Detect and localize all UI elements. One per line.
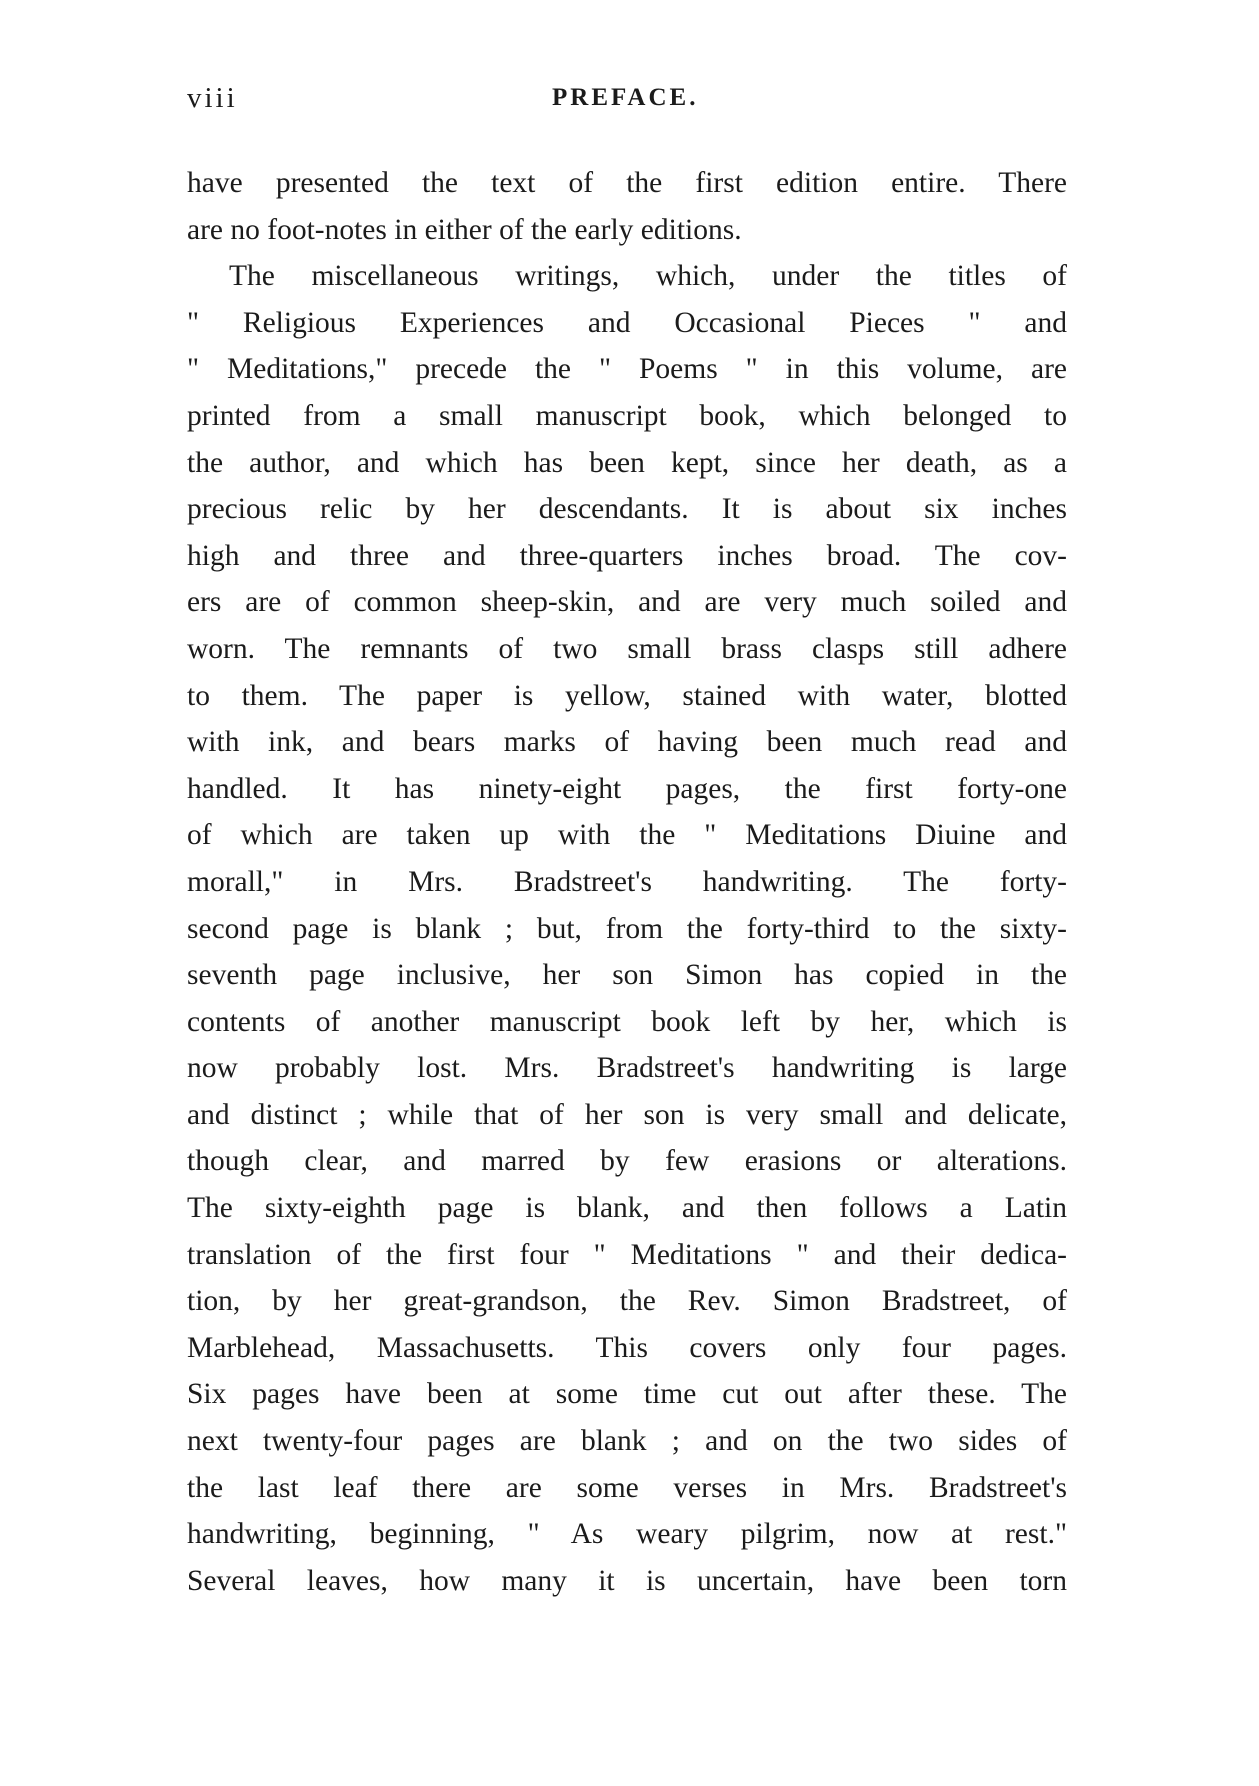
text-line: and distinct ; while that of her son is very small and delicate, [187, 1098, 1067, 1131]
text-line: The sixty-eighth page is blank, and then follows a Latin [187, 1192, 1067, 1225]
text-line: tion, by her great-grandson, the Rev. Simon Bradstreet, of [187, 1285, 1067, 1318]
running-head [187, 82, 1067, 122]
page-number: viii [187, 82, 238, 114]
text-line: handled. It has ninety-eight pages, the first forty-one [187, 772, 1067, 805]
text-line: the last leaf there are some verses in Mrs. Bradstreet's [187, 1471, 1067, 1504]
text-line: printed from a small manuscript book, which belonged to [187, 399, 1067, 432]
text-line: now probably lost. Mrs. Bradstreet's handwriting is large [187, 1052, 1067, 1085]
text-line: next twenty-four pages are blank ; and on the two sides of [187, 1425, 1067, 1458]
text-line: seventh page inclusive, her son Simon has copied in the [187, 959, 1067, 992]
text-line: with ink, and bears marks of having been much read and [187, 726, 1067, 759]
running-title: PREFACE. [552, 84, 699, 111]
text-line: have presented the text of the first edition entire. There [187, 167, 1067, 199]
text-line: worn. The remnants of two small brass clasps still adhere [187, 632, 1067, 665]
text-line: though clear, and marred by few erasions or alterations. [187, 1145, 1067, 1178]
text-line: Six pages have been at some time cut out after these. The [187, 1378, 1067, 1411]
text-line: The miscellaneous writings, which, under the titles of [229, 260, 1067, 293]
text-line: of which are taken up with the " Meditations Diuine and [187, 819, 1067, 852]
text-line: to them. The paper is yellow, stained with water, blotted [187, 679, 1067, 712]
text-line: " Religious Experiences and Occasional Pieces " and [187, 306, 1067, 339]
text-line: ers are of common sheep-skin, and are very much soiled and [187, 586, 1067, 619]
text-line: translation of the first four " Meditations " and their dedica- [187, 1238, 1067, 1271]
text-line: second page is blank ; but, from the forty-third to the sixty- [187, 912, 1067, 945]
body-text [187, 160, 1067, 1604]
text-line: are no foot-notes in either of the early editions. [187, 213, 742, 246]
text-line: " Meditations," precede the " Poems " in this volume, are [187, 353, 1067, 386]
text-line: precious relic by her descendants. It is about six inches [187, 493, 1067, 526]
text-line: high and three and three-quarters inches broad. The cov- [187, 539, 1067, 572]
text-line: the author, and which has been kept, since her death, as a [187, 446, 1067, 479]
text-line: handwriting, beginning, " As weary pilgrim, now at rest." [187, 1518, 1067, 1551]
text-line: contents of another manuscript book left by her, which is [187, 1005, 1067, 1038]
text-line: Marblehead, Massachusetts. This covers only four pages. [187, 1331, 1067, 1364]
text-line: Several leaves, how many it is uncertain, have been torn [187, 1564, 1067, 1597]
text-line: morall," in Mrs. Bradstreet's handwriting. The forty- [187, 865, 1067, 898]
